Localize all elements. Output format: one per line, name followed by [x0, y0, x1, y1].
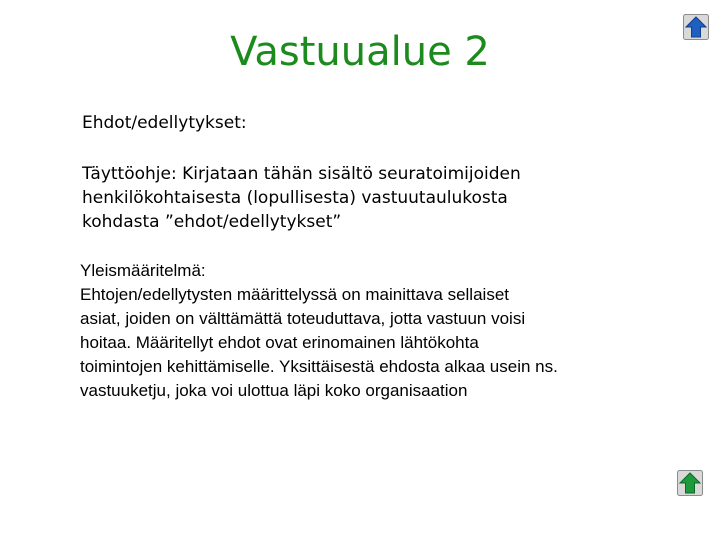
- section-heading: Ehdot/edellytykset:: [82, 113, 247, 133]
- instructions-text: [82, 162, 682, 234]
- general-definition-line: asiat, joiden on välttämättä toteuduttava, jotta vastuun voisi: [80, 309, 526, 328]
- instructions-line: Täyttöohje: Kirjataan tähän sisältö seuratoimijoiden: [82, 164, 521, 184]
- general-definition-line: vastuuketju, joka voi ulottua läpi koko organisaation: [80, 381, 468, 400]
- general-definition-line: Ehtojen/edellytysten määrittelyssä on mainittava sellaiset: [80, 285, 509, 304]
- instructions-line: kohdasta ”ehdot/edellytykset”: [82, 212, 342, 232]
- nav-bottom-button[interactable]: [677, 470, 703, 496]
- general-definition-line: hoitaa. Määritellyt ehdot ovat erinomainen lähtökohta: [80, 333, 479, 352]
- up-arrow-icon: [683, 14, 709, 40]
- nav-top-button[interactable]: [683, 14, 709, 40]
- general-definition-label: Yleismääritelmä:: [80, 261, 206, 280]
- slide-title: Vastuualue 2: [230, 29, 490, 75]
- general-definition-line: toimintojen kehittämiselle. Yksittäisestä ehdosta alkaa usein ns.: [80, 357, 558, 376]
- general-definition: [80, 259, 690, 403]
- up-arrow-icon: [677, 470, 703, 496]
- instructions-line: henkilökohtaisesta (lopullisesta) vastuutaulukosta: [82, 188, 508, 208]
